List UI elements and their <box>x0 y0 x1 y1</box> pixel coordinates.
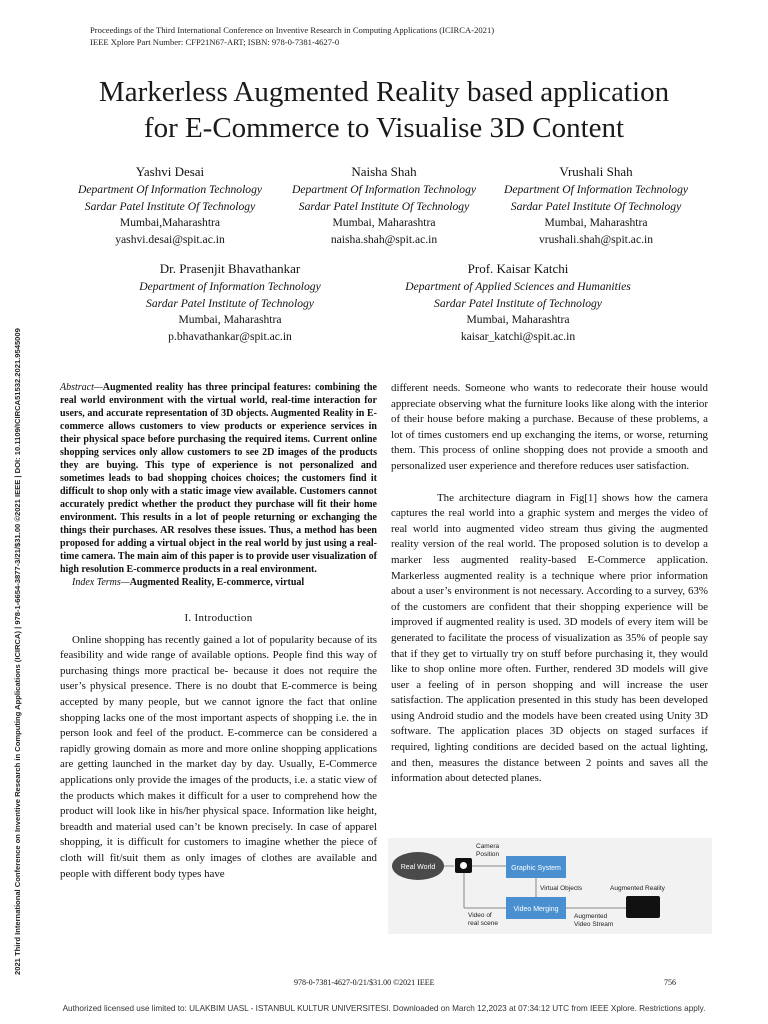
isbn-line: IEEE Xplore Part Number: CFP21N67-ART; ISBN: 978-0-7381-4627-0 <box>90 37 340 47</box>
left-column <box>60 381 377 882</box>
graphic-system-label: Graphic System <box>511 865 561 872</box>
camera-lens-icon <box>460 862 467 869</box>
author-department: Department of Information Technology <box>139 280 321 293</box>
proceedings-line: Proceedings of the Third International Conference on Inventive Research in Computing Applications (ICIRCA-2021) <box>90 25 495 35</box>
camera-position-label-1: Camera <box>476 843 500 850</box>
author-city: Mumbai, Maharashtra <box>332 216 436 229</box>
title-line-1: Markerless Augmented Reality based application <box>98 76 670 108</box>
author-email: p.bhavathankar@spit.ac.in <box>168 329 292 343</box>
architecture-diagram <box>388 838 712 934</box>
author-institute: Sardar Patel Institute of Technology <box>434 296 602 310</box>
abstract <box>60 381 377 576</box>
author-city: Mumbai, Maharashtra <box>178 313 282 326</box>
author-institute: Sardar Patel Institute Of Technology <box>510 199 682 213</box>
author-department: Department Of Information Technology <box>503 183 689 196</box>
author-email: vrushali.shah@spit.ac.in <box>538 232 654 246</box>
intro-paragraph-1: Online shopping has recently gained a lot of popularity because of its feasibility and wide range of available options. People find this way of purchasing things more practical be- because it does not require the user’s physical presence. There is no doubt that E-commerce is being accepted by many people, but we cannot ignore the fact that online shopping lacks one of the most important aspects of shopping i.e. the in person look and feel of the product. E-commerce can be considered a rapidly growing domain as more and more online shopping applications are getting launched in the market day by day. Usually, E-Commerce applications only provide the images of the products, i.e. a static view of the products which makes it difficult for a user to comprehend how the product will look like in his/her physical space. Information like height, breadth and material used can’t be known precisely. In case of apparel shopping, it is difficult for customers to imagine whether the piece of cloth will fit/suit them as only images of clothes are available and people with different body types have <box>60 633 377 880</box>
author-block-1 <box>60 162 280 248</box>
author-city: Mumbai, Maharashtra <box>466 313 570 326</box>
proceedings-header <box>90 24 494 48</box>
side-margin <box>0 0 40 1024</box>
camera-position-label-2: Position <box>476 851 500 858</box>
index-terms-lead: Index Terms— <box>72 577 130 588</box>
paper-title <box>40 74 728 146</box>
author-block-3 <box>486 162 706 248</box>
index-terms-text: Augmented Reality, E-commerce, virtual <box>129 577 305 588</box>
author-name: Yashvi Desai <box>135 164 205 179</box>
right-column <box>391 381 708 787</box>
author-name: Vrushali Shah <box>559 164 633 179</box>
author-email: yashvi.desai@spit.ac.in <box>115 232 225 246</box>
intro-paragraph-2: The architecture diagram in Fig[1] shows how the camera captures the real world into a graphic system and merges the video of real world into augmented video stream thus giving the augmented reality version of the real world. The proposed solution is to develop a marker less augmented reality-based E-Commerce application. Markerless augmented reality is a technique where prior information about a user’s environment is not necessary. According to a survey, 63% of the customers are confident that their shopping experience will be improved if augmented reality is used. 3D models of every item will be generated to facilitate the process of visualization as 35% of people say that if they get to virtually try on stuff before purchasing it, they would like to shop online more often. Further, rendered 3D models will give user a feeling of in person shopping and will increase the user satisfaction. The application presented in this study has been developed using Android studio and the models have been created using Unity 3D software. The application places 3D objects on staged surfaces if required, lighting conditions are decided based on the actual lighting, and then, measures the distance between 2 points and saves all the information about detected planes. <box>391 491 708 785</box>
real-world-label: Real World <box>400 864 436 871</box>
author-block-4 <box>110 259 350 345</box>
augmented-reality-label: Augmented Reality <box>610 885 665 892</box>
author-department: Department Of Information Technology <box>291 183 477 196</box>
author-department: Department of Applied Sciences and Humanities <box>405 280 631 293</box>
author-block-2 <box>274 162 494 248</box>
abstract-text: Augmented reality has three principal features: combining the real world environment with the virtual world, real-time interaction for users, and accurate representation of 3D objects. Augmented Reality in E-commerce allows customers to view products or experience services in their physical space before purchasing the required items. Current online shopping services only allow customers to see 2D images of the products they are buying. This type of experience is not personalized and sometimes leads to bad shopping choices choices; the customers find it difficult to shop only with a static image view available. Customers cannot accurately predict whether the product they purchase will fit their home environment. This results in a lot of people returning or exchanging the things their purchases. AR resolves these issues. Thus, a method has been proposed for adding a virtual object in the real world by just using a real-time camera. The main aim of this paper is to provide user visualization of high resolution E-commerce products in a real environment. <box>60 382 377 575</box>
index-terms <box>60 576 377 589</box>
author-name: Prof. Kaisar Katchi <box>467 261 569 276</box>
virtual-objects-label: Virtual Objects <box>540 885 583 892</box>
author-institute: Sardar Patel Institute of Technology <box>146 296 314 310</box>
augmented-stream-label-2: Video Stream <box>574 921 614 928</box>
video-of-label-2: real scene <box>468 920 498 927</box>
author-name: Naisha Shah <box>351 164 417 179</box>
authorized-use-note: Authorized licensed use limited to: ULAKBIM UASL - ISTANBUL KULTUR UNIVERSITESI. Downloaded on March 12,2023 at 07:34:12 UTC from IEEE Xplore. Restrictions apply. <box>62 1004 706 1013</box>
author-city: Mumbai,Maharashtra <box>119 216 221 229</box>
doi-side-text: 2021 Third International Conference on Inventive Research in Computing Applications (ICIRCA) | 978-1-6654-3877-3/21/$31.00 ©2021 IEEE | DOI: 10.1109/ICIRCA51532.2021.9545009 <box>13 328 22 975</box>
author-institute: Sardar Patel Institute Of Technology <box>298 199 470 213</box>
title-line-2: for E-Commerce to Visualise 3D Content <box>143 112 625 144</box>
video-of-label-1: Video of <box>468 912 492 919</box>
author-block-5 <box>384 259 652 345</box>
footer-copyright: 978-0-7381-4627-0/21/$31.00 ©2021 IEEE <box>294 978 435 987</box>
augmented-stream-label-1: Augmented <box>574 913 608 920</box>
video-merging-label: Video Merging <box>513 906 559 913</box>
author-email: kaisar_katchi@spit.ac.in <box>460 329 576 343</box>
author-email: naisha.shah@spit.ac.in <box>330 232 438 246</box>
author-city: Mumbai, Maharashtra <box>544 216 648 229</box>
author-department: Department Of Information Technology <box>77 183 263 196</box>
page-number: 756 <box>664 978 676 987</box>
display-monitor-icon <box>626 896 660 918</box>
section-heading: I. Introduction <box>184 612 253 624</box>
author-institute: Sardar Patel Institute Of Technology <box>84 199 256 213</box>
abstract-lead: Abstract— <box>60 382 103 393</box>
author-name: Dr. Prasenjit Bhavathankar <box>159 261 301 276</box>
intro-paragraph-1-continued: different needs. Someone who wants to redecorate their house would appreciate observing what the furniture looks like along with the interior of their house before making a purchase. Because of these problems, a lot of times customers end up exchanging the items, or worse, returning them. This process of online shopping does not provide a smooth and personalized user experience and therefore reduces user satisfaction. <box>391 382 708 472</box>
